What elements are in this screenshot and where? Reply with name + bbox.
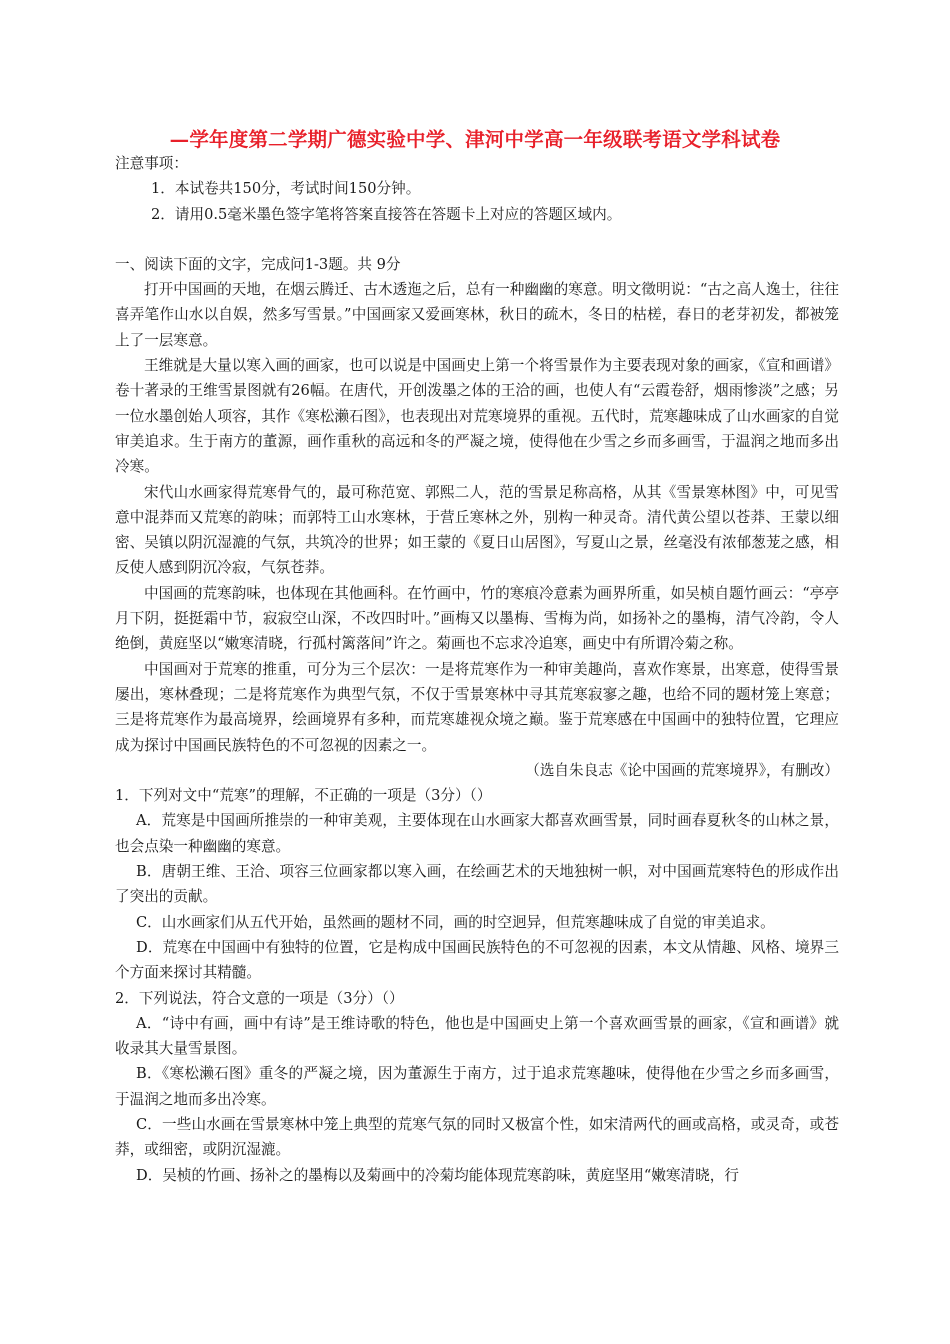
spacer xyxy=(115,227,839,252)
exam-content xyxy=(115,151,839,1188)
question-option: C．一些山水画在雪景寒林中笼上典型的荒寒气氛的同时又极富个性，如宋清两代的画或高格，或灵奇，或苍莽，或细密，或阴沉湿漉。 xyxy=(115,1115,839,1159)
exam-title: —学年度第二学期广德实验中学、津河中学高一年级联考语文学科试卷 xyxy=(169,128,781,151)
passage-paragraph: 宋代山水画家得荒寒骨气的，最可称范宽、郭熙二人，范的雪景足称高格，从其《雪景寒林图》中，可见雪意中混莽而又荒寒的韵味；而郭特工山水寒林，于营丘寒林之外，别构一种灵奇。清代黄公望以苍莽、王蒙以细密、吴镇以阴沉湿漉的气氛，共筑冷的世界；如王蒙的《夏日山居图》，写夏山之景，丝毫没有浓郁葱茏之感，相反使人感到阴沉冷寂，气氛苍莽。 xyxy=(115,483,839,577)
question-option: B．唐朝王维、王洽、项容三位画家都以寒入画，在绘画艺术的天地独树一帜，对中国画荒寒特色的形成作出了突出的贡献。 xyxy=(115,863,839,906)
passage-paragraph: 中国画的荒寒韵味，也体现在其他画科。在竹画中，竹的寒痕冷意素为画界所重，如吴桢自题竹画云：“亭亭月下阴，挺挺霜中节，寂寂空山深，不改四时叶。”画梅又以墨梅、雪梅为尚，如扬补之的墨梅，清气冷韵，令人绝倒，黄庭坚以“嫩寒清晓，行孤村篱落间”许之。菊画也不忘求冷追寒，画史中有所谓冷菊之称。 xyxy=(115,584,839,653)
passage-source: （选自朱良志《论中国画的荒寒境界》，有删改） xyxy=(525,761,839,779)
notice-item: 2．请用0.5毫米墨色签字笔将答案直接答在答题卡上对应的答题区域内。 xyxy=(151,205,622,223)
notice-heading: 注意事项： xyxy=(115,155,188,172)
passage-paragraph: 王维就是大量以寒入画的画家，也可以说是中国画史上第一个将雪景作为主要表现对象的画家，《宣和画谱》卷十著录的王维雪景图就有26幅。在唐代，开创泼墨之体的王洽的画，也使人有“云霞卷舒，烟雨惨淡”之感；另一位水墨创始人项容，其作《寒松濑石图》，也表现出对荒寒境界的重视。五代时，荒寒趣味成了山水画家的自觉审美追求。生于南方的董源，画作重秋的高远和冬的严凝之境，使得他在少雪之乡而多画雪，于温润之地而多出冷寒。 xyxy=(115,357,839,476)
question-stem: 2．下列说法，符合文意的一项是（3分）（） xyxy=(115,989,404,1007)
passage-paragraph: 中国画对于荒寒的推重，可分为三个层次：一是将荒寒作为一种审美趣尚，喜欢作寒景，出寒意，使得雪景屡出，寒林叠现；二是将荒寒作为典型气氛，不仅于雪景寒林中寻其荒寒寂寥之趣，也给不同的题材笼上寒意；三是将荒寒作为最高境界，绘画境界有多种，而荒寒雄视众境之巅。鉴于荒寒感在中国画中的独特位置，它理应成为探讨中国画民族特色的不可忽视的因素之一。 xyxy=(115,660,839,754)
passage-paragraph: 打开中国画的天地，在烟云腾迁、古木透迤之后，总有一种幽幽的寒意。明文徵明说：“古之高人逸士，往往喜弄笔作山水以自娱，然多写雪景。”中国画家又爱画寒林，秋日的疏木，冬日的枯槎，春日的老芽初发，都被笼上了一层寒意。 xyxy=(115,281,839,349)
section-heading: 一、阅读下面的文字，完成问1-3题。共 9分 xyxy=(115,255,401,273)
question-option: A．荒寒是中国画所推崇的一种审美观，主要体现在山水画家大都喜欢画雪景，同时画春夏秋冬的山林之景，也会点染一种幽幽的寒意。 xyxy=(115,812,839,855)
question-option: B．《寒松濑石图》重冬的严凝之境，因为董源生于南方，过于追求荒寒趣味，使得他在少雪之乡而多画雪，于温润之地而多出冷寒。 xyxy=(115,1065,839,1108)
question-stem: 1．下列对文中“荒寒”的理解，不正确的一项是（3分）（） xyxy=(115,787,492,805)
question-option: C．山水画家们从五代开始，虽然画的题材不同，画的时空迥异，但荒寒趣味成了自觉的审美追求。 xyxy=(136,913,775,931)
question-option: D．吴桢的竹画、扬补之的墨梅以及菊画中的冷菊均能体现荒寒韵味，黄庭坚用“嫩寒清晓，行 xyxy=(136,1166,739,1184)
question-option: A．“诗中有画，画中有诗”是王维诗歌的特色，他也是中国画史上第一个喜欢画雪景的画家，《宣和画谱》就收录其大量雪景图。 xyxy=(115,1014,839,1058)
notice-item: 1．本试卷共150分，考试时间150分钟。 xyxy=(151,180,421,198)
question-option: D．荒寒在中国画中有独特的位置，它是构成中国画民族特色的不可忽视的因素，本文从情趣、风格、境界三个方面来探讨其精髓。 xyxy=(115,938,839,982)
